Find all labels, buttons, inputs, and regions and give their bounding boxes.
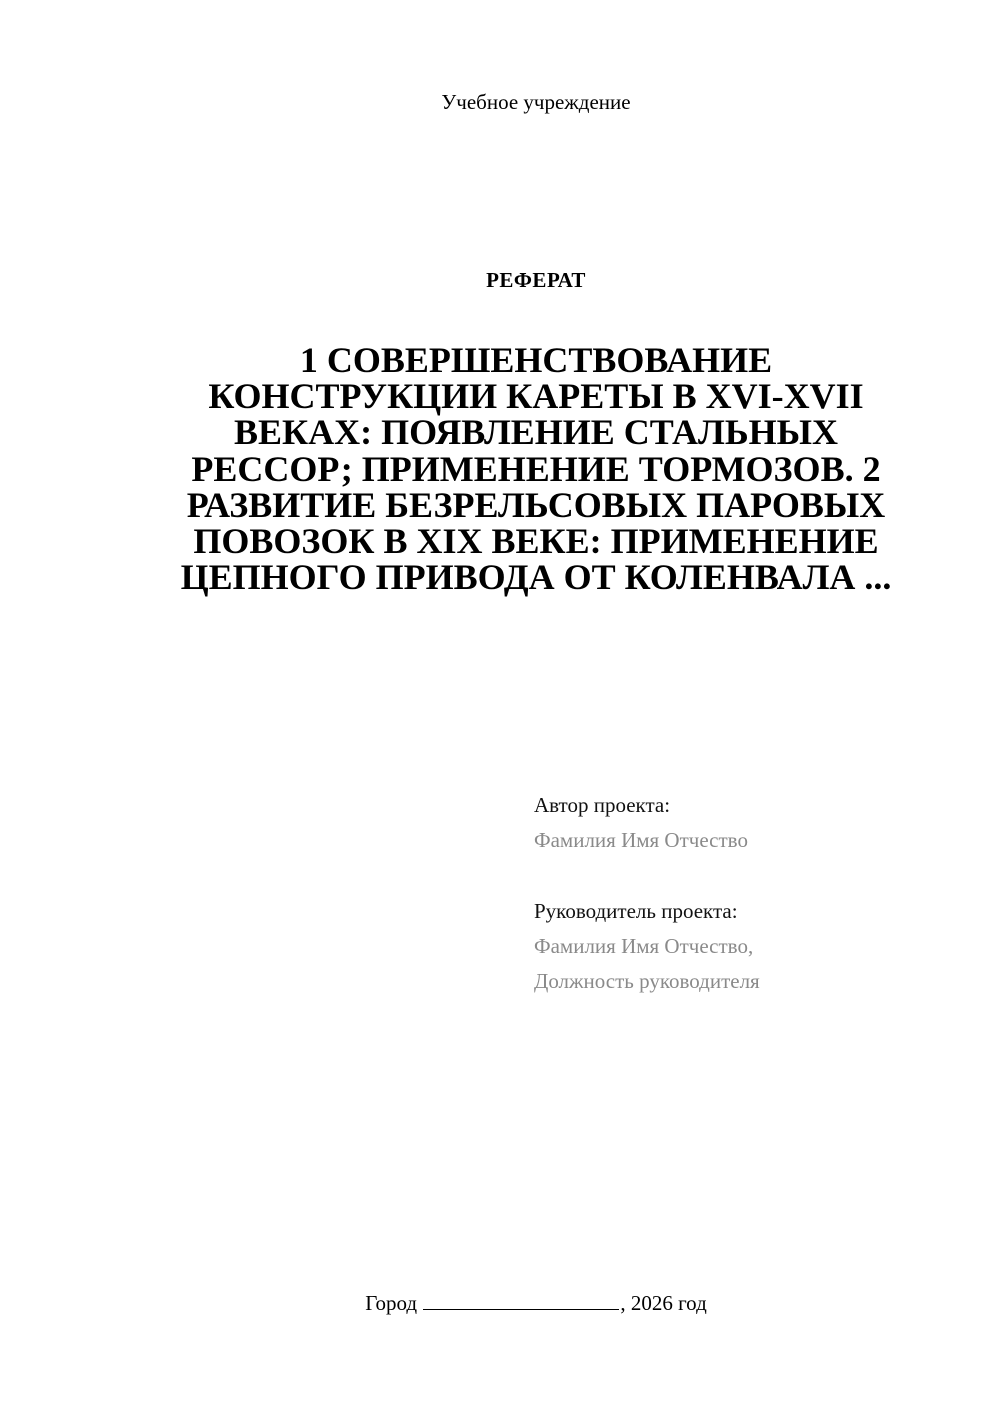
city-label: Город: [365, 1291, 418, 1315]
title-line: КОНСТРУКЦИИ КАРЕТЫ В XVI-XVII: [208, 376, 864, 417]
supervisor-block: [534, 894, 954, 999]
footer-city-year: [0, 1290, 1000, 1316]
author-label: Автор проекта:: [534, 793, 671, 817]
title-line: ВЕКАХ: ПОЯВЛЕНИЕ СТАЛЬНЫХ: [233, 412, 838, 453]
city-blank-line[interactable]: [423, 1290, 619, 1310]
title-line: 1 СОВЕРШЕНСТВОВАНИЕ: [299, 340, 773, 380]
supervisor-label: Руководитель проекта:: [534, 899, 738, 923]
author-block: [534, 788, 954, 858]
author-name-field[interactable]: Фамилия Имя Отчество: [534, 828, 748, 852]
title-line: РАЗВИТИЕ БЕЗРЕЛЬСОВЫХ ПАРОВЫХ: [186, 484, 886, 525]
year-text: , 2026 год: [620, 1291, 707, 1315]
institution-name: Учебное учреждение: [441, 90, 631, 114]
supervisor-name-field[interactable]: Фамилия Имя Отчество,: [534, 934, 754, 958]
title-line: ПОВОЗОК В XIX ВЕКЕ: ПРИМЕНЕНИЕ: [193, 521, 879, 562]
document-type-label: РЕФЕРАТ: [486, 268, 586, 292]
supervisor-position-field[interactable]: Должность руководителя: [534, 969, 760, 993]
document-title: [150, 340, 922, 598]
title-line: ЦЕПНОГО ПРИВОДА ОТ КОЛЕНВАЛА ...: [180, 557, 892, 598]
title-line: РЕССОР; ПРИМЕНЕНИЕ ТОРМОЗОВ. 2: [191, 448, 881, 489]
